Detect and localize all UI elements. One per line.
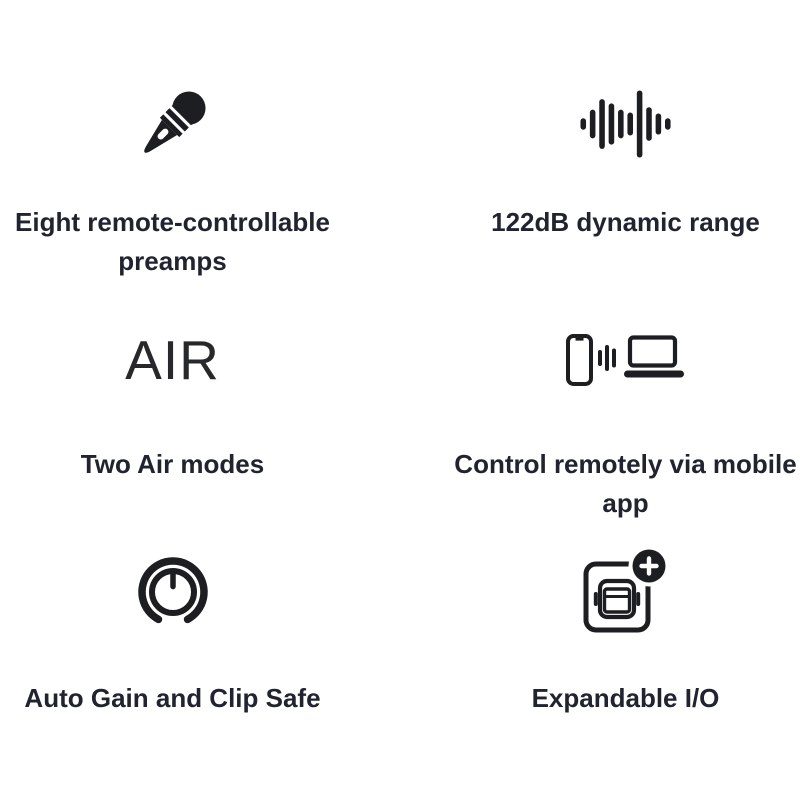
optical-port-plus-icon — [583, 549, 669, 635]
feature-air-icon-area — [0, 330, 345, 390]
caption-line: Eight remote-controllable — [15, 207, 330, 237]
caption-line: preamps — [118, 246, 227, 276]
feature-air-caption — [0, 445, 345, 484]
caption-line: Two Air modes — [80, 449, 265, 479]
gain-knob-icon — [135, 554, 211, 630]
feature-remote-app-icon-area — [453, 330, 798, 390]
phone-laptop-icon — [566, 334, 686, 386]
caption-line: 122dB dynamic range — [491, 207, 760, 237]
caption-line: Auto Gain and Clip Safe — [24, 683, 321, 713]
feature-auto-gain-icon-area — [0, 544, 345, 640]
feature-preamps-icon-area — [0, 58, 345, 190]
feature-dynamic-range-icon-area — [453, 58, 798, 190]
microphone-icon — [129, 80, 217, 168]
caption-line: Expandable I/O — [531, 683, 720, 713]
feature-auto-gain-caption — [0, 679, 345, 718]
feature-remote-app-caption — [453, 445, 798, 523]
air-wordmark: AIR — [125, 329, 220, 391]
caption-line: Control remotely via mobile — [454, 449, 797, 479]
feature-preamps-caption — [0, 203, 345, 281]
feature-expandable-io-icon-area — [453, 544, 798, 640]
feature-dynamic-range-caption — [453, 203, 798, 242]
feature-expandable-io-caption — [453, 679, 798, 718]
waveform-icon — [580, 89, 672, 159]
caption-line: app — [602, 488, 649, 518]
